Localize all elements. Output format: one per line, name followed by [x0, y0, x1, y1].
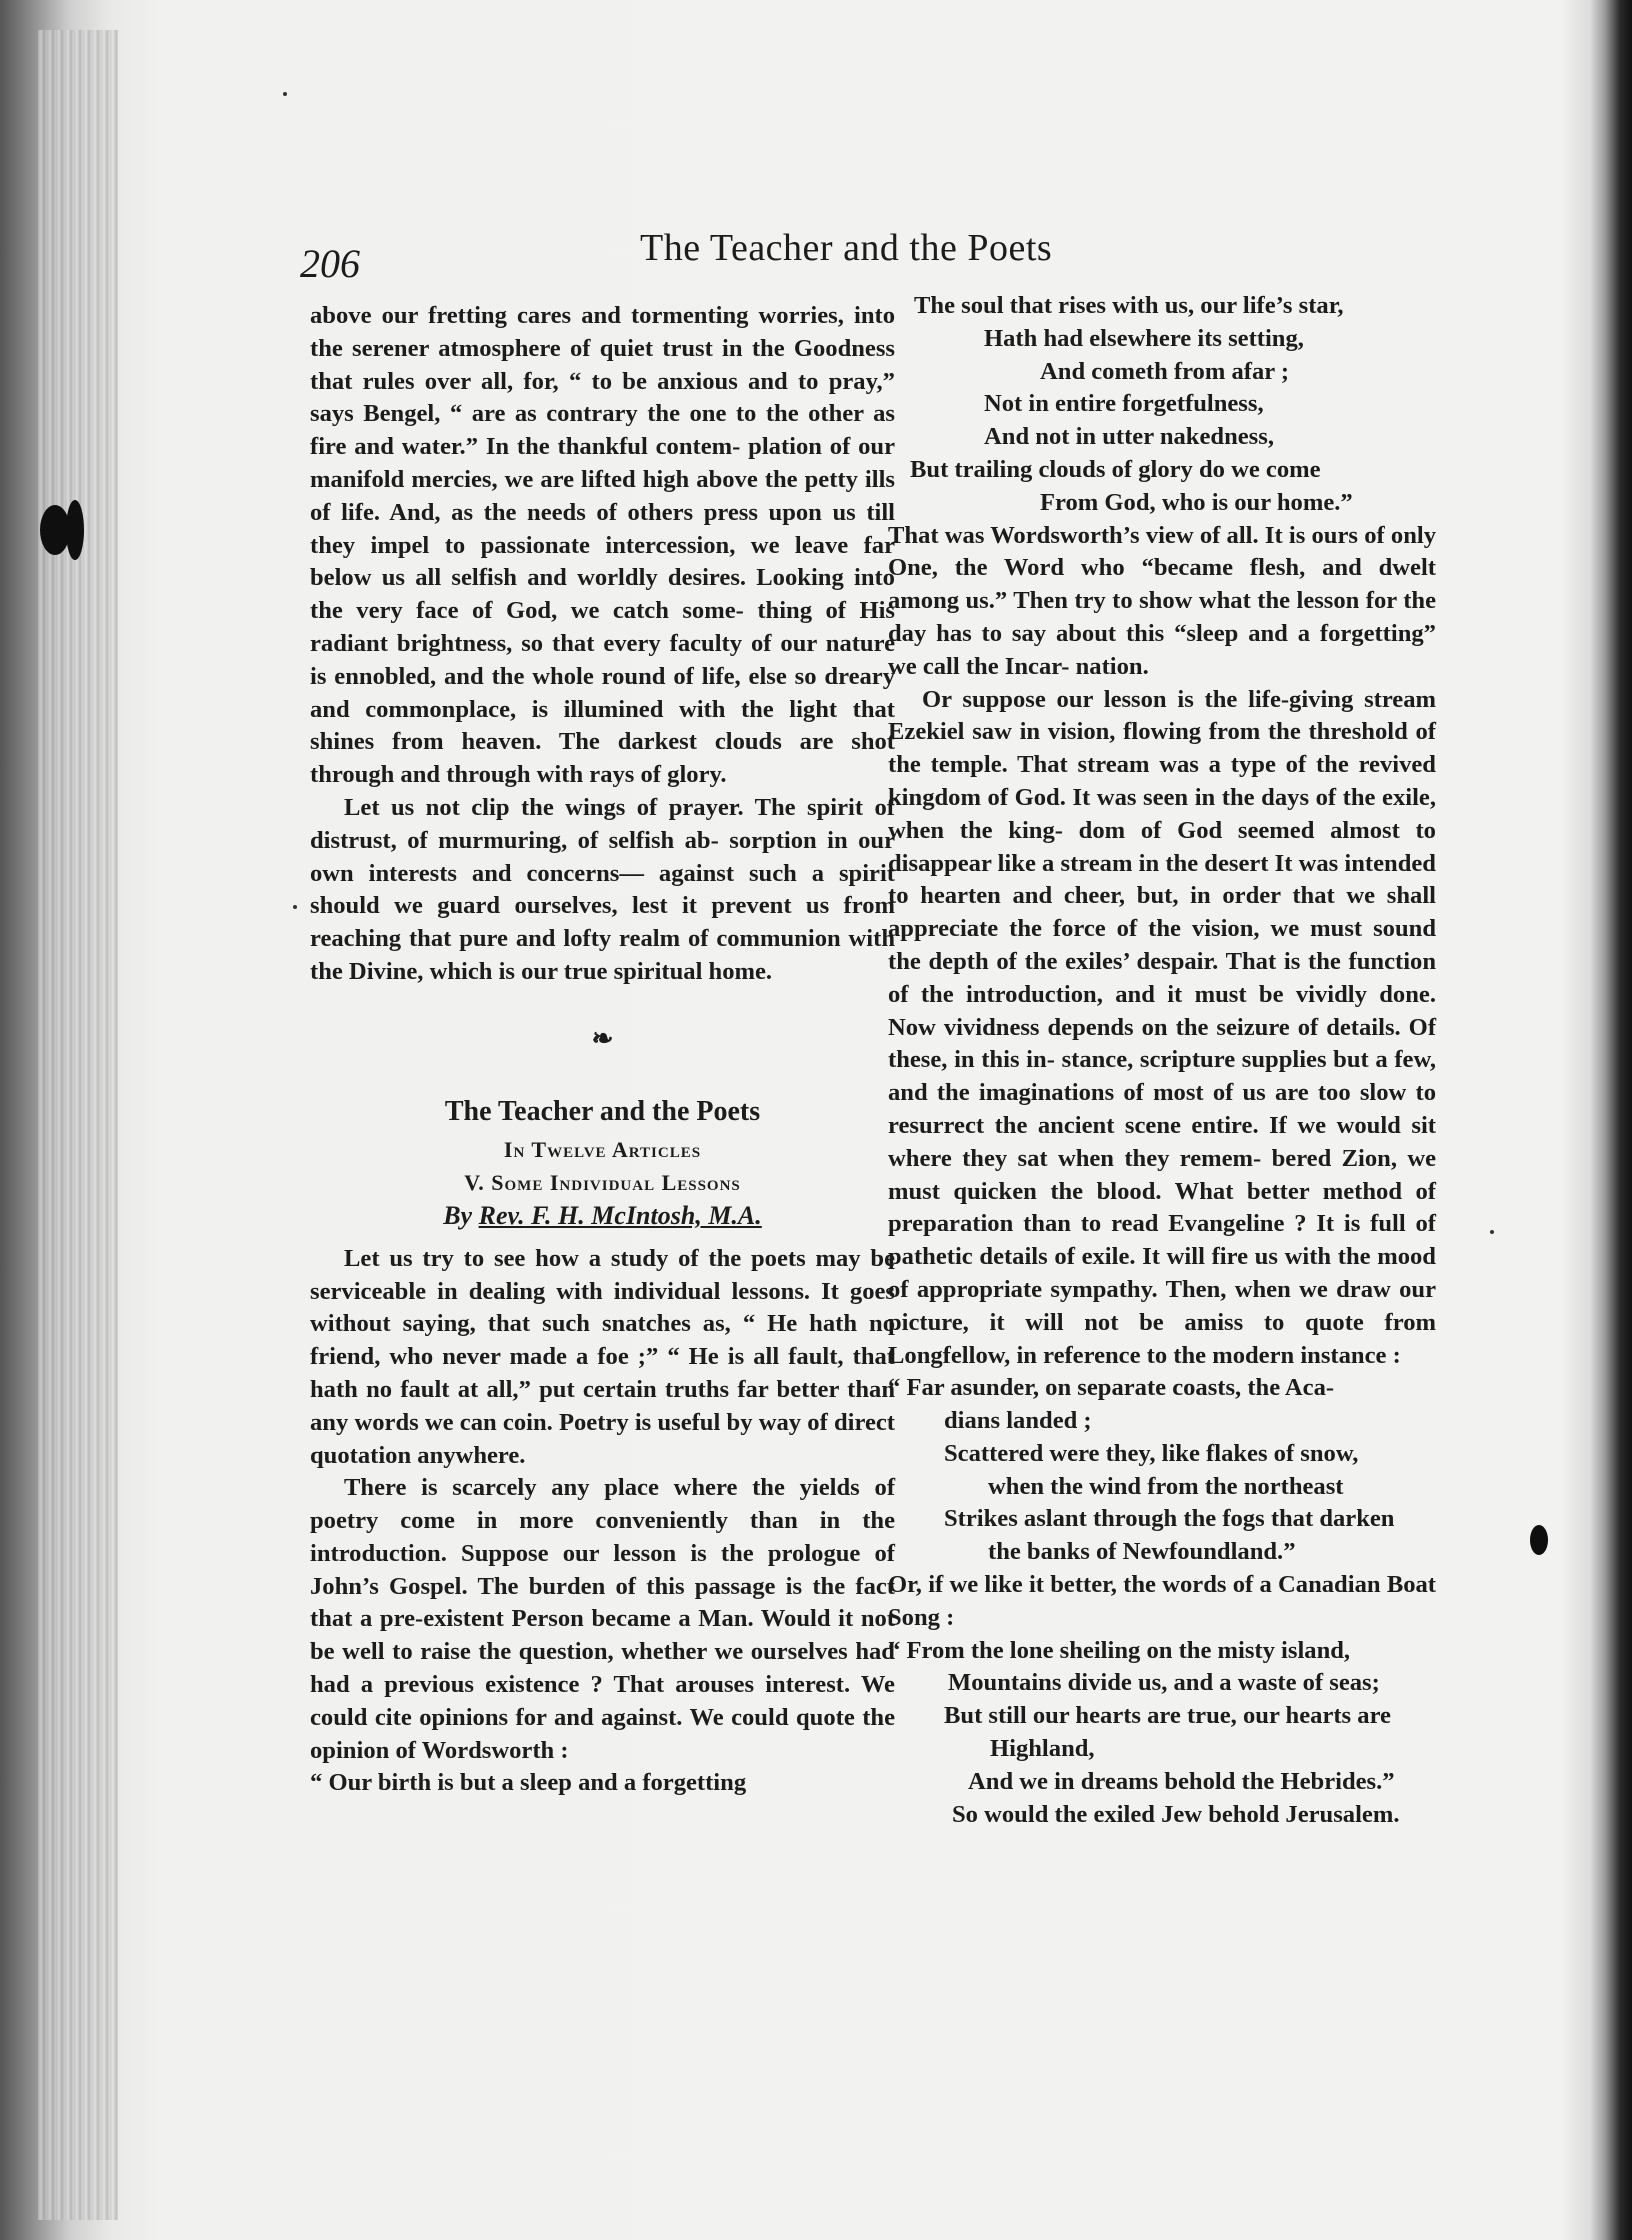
verse-line: “ From the lone sheiling on the misty island,: [888, 1636, 1351, 1664]
text-line: and dwelt among us.” Then try to show what: [888, 554, 1436, 615]
byline: [310, 1200, 895, 1233]
author-signature: Rev. F. H. McIntosh, M.A.: [478, 1200, 762, 1230]
text-line: nation.: [1075, 652, 1149, 680]
text-line: prologue of John’s Gospel. The burden of: [310, 1539, 895, 1600]
byline-prefix: By: [443, 1200, 473, 1230]
text-line: type of the revived kingdom of God. It was: [888, 751, 1436, 811]
text-line: shot through and through with rays of glory.: [310, 728, 895, 789]
right-column: [888, 290, 1436, 1831]
binding-hole-3: [1530, 1525, 1548, 1555]
paragraph: [310, 792, 895, 989]
paragraph: [888, 520, 1436, 684]
text-line: of appropriate sympathy. Then, when we: [888, 1275, 1328, 1303]
text-line: is the function of the introduction, and it must: [888, 947, 1436, 1008]
text-line: appreciate the force of the vision, we must: [888, 915, 1363, 943]
text-line: interest. We could cite opinions for and: [310, 1671, 895, 1731]
text-line: “ are as contrary the one to the other as: [449, 400, 896, 428]
text-line: any words we can coin. Poetry is useful by: [310, 1408, 753, 1436]
text-line: spirit of distrust, of murmuring, of selfish ab-: [310, 793, 895, 854]
text-line: against such a spirit should we guard ourselves,: [310, 859, 895, 920]
text-line: be vividly done. Now vividness depends on: [888, 980, 1436, 1041]
text-line: Let us try to see how a study of the poets: [344, 1244, 806, 1272]
text-line: from Longfellow, in reference to the modern: [888, 1308, 1436, 1369]
text-line: fire and water.” In the thankful contem-: [310, 433, 741, 461]
text-line: this passage is the fact that a pre-existent: [310, 1572, 895, 1633]
verse-line: And we in dreams behold the Hebrides.”: [968, 1767, 1395, 1795]
verse-line: dians landed ;: [944, 1407, 1092, 1435]
text-line: above our fretting cares and tormenting: [310, 302, 749, 329]
text-line: lofty realm of communion with the Divine,: [310, 925, 896, 985]
text-line: draw our picture, it will not be amiss to quote: [888, 1275, 1436, 1336]
text-line: may be serviceable in dealing with individual: [310, 1244, 895, 1305]
text-line: seen in the days of the exile, when the king-: [888, 783, 1436, 844]
text-line: sorption in our own interests and concerns—: [310, 826, 895, 887]
ornament-icon: ❧: [591, 1023, 614, 1053]
text-line: hearten and cheer, but, in order that we shall: [920, 882, 1436, 910]
text-line: bered Zion, we must quicken the blood.: [888, 1144, 1436, 1205]
text-line: Person became a Man. Would it not be well: [310, 1605, 895, 1666]
verse-line: Hath had elsewhere its setting,: [984, 324, 1304, 352]
binding-hole-2: [66, 500, 84, 560]
text-line: “ to be anxious and to pray,” says Bengel,: [310, 367, 895, 428]
verse-line: So would the exiled Jew behold Jerusalem.: [952, 1800, 1400, 1828]
verse-line: The soul that rises with us, our life’s star,: [914, 292, 1344, 319]
verse: [888, 1372, 1436, 1569]
verse-line: But still our hearts are true, our hearts are: [944, 1702, 1391, 1730]
verse-line: the banks of Newfoundland.”: [988, 1538, 1296, 1566]
text-line: lessons. It goes without saying, that such: [310, 1277, 895, 1338]
text-line: had had a previous existence ? That arouses: [310, 1638, 895, 1699]
running-title: The Teacher and the Poets: [640, 227, 1053, 269]
verse: [888, 290, 1436, 520]
verse-line: “ Far asunder, on separate coasts, the Aca-: [888, 1374, 1335, 1402]
text-line: details of exile. It will fire us with the mood: [979, 1243, 1436, 1271]
text-line: to raise the question, whether we ourselves: [392, 1638, 848, 1666]
text-line: Or, if we like it better, the words of a Canadian: [888, 1571, 1381, 1599]
text-line: read Evangeline ? It is full of pathetic: [888, 1210, 1436, 1271]
text-line: the lesson for the day has to say about this: [888, 587, 1436, 647]
text-line: us all selfish and worldly desires. Looking: [381, 564, 844, 592]
verse-line: And not in utter nakedness,: [984, 423, 1274, 451]
paragraph: [310, 1472, 895, 1767]
verse-line: when the wind from the northeast: [988, 1472, 1344, 1500]
text-line: resurrect the ancient scene entire. If we: [888, 1111, 1327, 1139]
paragraph: [888, 684, 1436, 1373]
page-number: 206: [300, 241, 360, 286]
text-line: the whole round of life, else so dreary and: [310, 662, 895, 723]
text-line: every faculty of our nature is ennobled, and: [310, 629, 895, 690]
text-line: of only One, the Word who “became flesh,: [888, 521, 1437, 582]
text-line: threshold of the temple. That stream was a: [888, 718, 1436, 779]
text-line: Or suppose our lesson is the life-giving: [922, 685, 1354, 713]
text-line: of poetry come in more conveniently than in: [310, 1474, 896, 1535]
verse: [888, 1635, 1436, 1832]
verse-line: And cometh from afar ;: [1040, 357, 1290, 385]
article-series: In Twelve Articles: [503, 1137, 702, 1163]
page-header: [300, 226, 1470, 286]
text-line: the seizure of details. Of these, in this in-: [888, 1013, 1437, 1074]
paragraph: [310, 1243, 895, 1473]
page-edges: [38, 30, 118, 2220]
text-line: imaginations of most of us are too slow to: [978, 1079, 1436, 1107]
text-line: plation of our manifold mercies, we are lifted: [310, 433, 895, 493]
text-line: the introduction. Suppose our lesson is the: [310, 1507, 895, 1567]
text-line: trust in the Goodness that rules over all, for,: [310, 334, 895, 395]
text-line: lest it prevent us from reaching that pure and: [310, 892, 895, 953]
text-line: Boat Song :: [888, 1571, 1436, 1631]
text-line: Wordsworth :: [421, 1736, 569, 1764]
paragraph: [310, 300, 895, 792]
text-line: “sleep and a forgetting” we call the Incar-: [888, 619, 1436, 680]
verse-line: From God, who is our home.”: [1040, 488, 1353, 516]
text-line: into the very face of God, we catch some-: [310, 564, 895, 625]
text-line: high above the petty ills of life. And, as the: [310, 465, 895, 526]
text-line: commonplace, is illumined with the light that: [365, 695, 895, 723]
article-subtitle: V. Some Individual Lessons: [464, 1170, 741, 1196]
text-line: Let us not clip the wings of prayer. The: [344, 793, 796, 821]
text-line: stream Ezekiel saw in vision, flowing from the: [888, 685, 1437, 746]
text-line: sound the depth of the exiles’ despair. That: [888, 915, 1436, 975]
verse-line: Strikes aslant through the fogs that darken: [944, 1505, 1395, 1533]
verse: [310, 1767, 895, 1800]
text-line: thing of His radiant brightness, so that: [310, 597, 895, 657]
text-line: stream in the desert It was intended to: [888, 849, 1436, 910]
text-line: which is our true spiritual home.: [429, 957, 773, 985]
verse-line: Highland,: [990, 1735, 1095, 1763]
text-line: made a foe ;” “ He is all fault, that hath no: [310, 1343, 895, 1403]
text-line: dom of God seemed almost to disappear like a: [888, 816, 1436, 877]
text-line: against. We could quote the opinion of: [310, 1703, 895, 1764]
text-line: There is scarcely any place where the yields: [344, 1474, 860, 1502]
article-title: The Teacher and the Poets: [444, 1095, 761, 1127]
text-line: snatches as, “ He hath no friend, who never: [310, 1310, 896, 1371]
verse-line: But trailing clouds of glory do we come: [910, 455, 1321, 483]
text-line: instance :: [1300, 1341, 1401, 1369]
verse-line: Mountains divide us, and a waste of seas;: [948, 1669, 1380, 1697]
text-line: stance, scripture supplies but a few, and the: [888, 1046, 1436, 1107]
speck: [293, 905, 297, 909]
left-column: [310, 300, 895, 1800]
text-line: would sit where they sat when they remem-: [888, 1111, 1436, 1172]
paragraph: [888, 1569, 1436, 1635]
text-line: needs of others press upon us till they impel: [310, 498, 896, 559]
verse-line: Scattered were they, like flakes of snow,: [944, 1439, 1359, 1467]
text-line: way of direct quotation anywhere.: [310, 1408, 895, 1469]
text-line: What better method of preparation than to: [888, 1177, 1436, 1238]
verse-line: “ Our birth is but a sleep and a forgetting: [310, 1769, 747, 1797]
speck: [1490, 1230, 1494, 1234]
text-line: shines from heaven. The darkest clouds are: [310, 728, 834, 756]
speck: [283, 92, 287, 96]
text-line: to passionate intercession, we leave far below: [310, 531, 895, 592]
verse-line: Not in entire forgetfulness,: [984, 390, 1264, 418]
text-line: That was Wordsworth’s view of all. It is ours: [888, 521, 1358, 549]
text-line: worries, into the serener atmosphere of quiet: [310, 302, 895, 362]
text-line: fault at all,” put certain truths far better than: [400, 1375, 895, 1403]
